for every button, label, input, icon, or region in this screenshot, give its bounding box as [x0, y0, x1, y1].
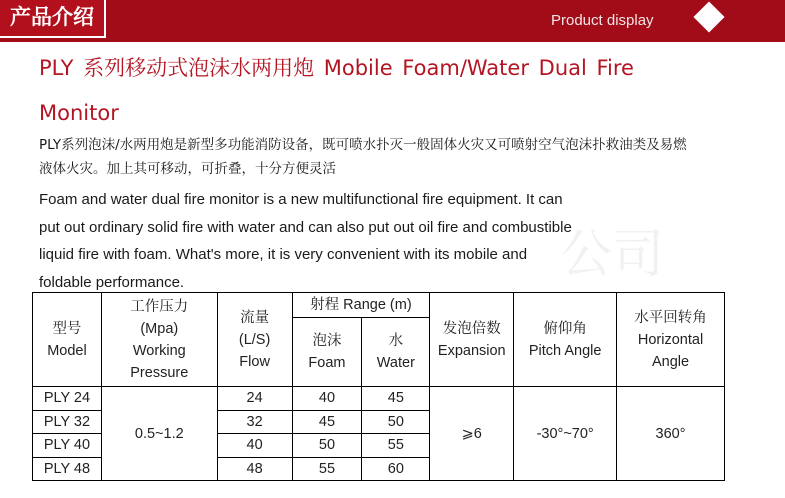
- header-flow: 流量 (L/S) Flow: [217, 293, 292, 387]
- cell-foam: 50: [292, 434, 362, 458]
- cell-model: PLY 24: [33, 387, 102, 411]
- header-rotation: 水平回转角 Horizontal Angle: [617, 293, 725, 387]
- description-en-line: liquid fire with foam. What's more, it is very convenient with its mobile and: [39, 246, 528, 263]
- cell-rotation: 360°: [617, 387, 725, 481]
- description-zh: PLY系列泡沫/水两用炮是新型多功能消防设备，既可喷水扑灭一般固体火灾又可喷射空气泡沫扑救油类及易燃液体火灾。加上其可移动，可折叠，十分方便灵活: [39, 137, 687, 177]
- cell-pressure: 0.5~1.2: [101, 387, 217, 481]
- cell-flow: 48: [217, 457, 292, 481]
- diamond-icon: [693, 1, 724, 32]
- cell-water: 55: [362, 434, 430, 458]
- cell-model: PLY 32: [33, 410, 102, 434]
- description-en-line: put out ordinary solid fire with water and can also put out oil fire and combustible: [39, 218, 572, 236]
- cell-expansion: ⩾6: [430, 387, 514, 481]
- description-en-line: Foam and water dual fire monitor is a new multifunctional fire equipment. It can: [39, 191, 563, 208]
- table-row: [33, 387, 725, 411]
- header-model: 型号 Model: [33, 293, 102, 387]
- header-range: 射程 Range (m): [292, 293, 430, 318]
- cell-model: PLY 48: [33, 457, 102, 481]
- header-pitch: 俯仰角 Pitch Angle: [514, 293, 617, 387]
- cell-flow: 32: [217, 410, 292, 434]
- header-banner: [0, 0, 785, 42]
- cell-foam: 55: [292, 457, 362, 481]
- cell-flow: 40: [217, 434, 292, 458]
- section-subtitle: Product display: [551, 12, 654, 29]
- header-pressure: 工作压力 (Mpa) Working Pressure: [101, 293, 217, 387]
- cell-water: 45: [362, 387, 430, 411]
- header-water: 水 Water: [362, 318, 430, 387]
- header-expansion: 发泡倍数 Expansion: [430, 293, 514, 387]
- cell-flow: 24: [217, 387, 292, 411]
- cell-water: 60: [362, 457, 430, 481]
- cell-foam: 45: [292, 410, 362, 434]
- product-title: PLY 系列移动式泡沫水两用炮 Mobile Foam/Water Dual Fire Monitor: [39, 56, 634, 125]
- section-tab: 产品介绍: [0, 0, 106, 38]
- watermark: 公司: [560, 225, 665, 285]
- spec-table: [32, 292, 725, 481]
- description-en: [39, 186, 719, 296]
- cell-model: PLY 40: [33, 434, 102, 458]
- description-en-line: foldable performance.: [39, 273, 185, 291]
- cell-pitch: -30°~70°: [514, 387, 617, 481]
- cell-water: 50: [362, 410, 430, 434]
- cell-foam: 40: [292, 387, 362, 411]
- header-foam: 泡沫 Foam: [292, 318, 362, 387]
